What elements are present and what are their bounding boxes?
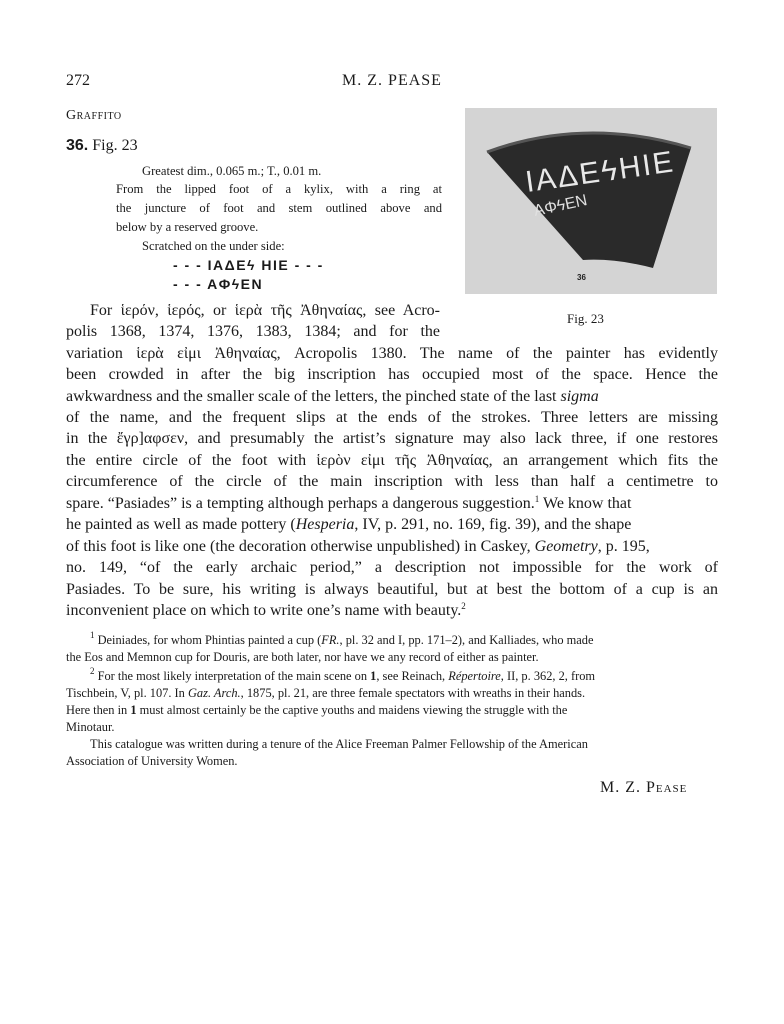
body-line: awkwardness and the smaller scale of the letters, the pinched state of the last sigma — [66, 388, 599, 405]
figure-photo — [465, 108, 717, 294]
acknowledgement-line-1: This catalogue was written during a tenure of the Alice Freeman Palmer Fellowship of the American — [90, 737, 588, 751]
body-line: the entire circle of the foot with ἱερὸν εἰμι τῆς Ἀθηναίας, an arrangement which fits the — [66, 452, 718, 469]
catalog-description-3: below by a reserved groove. — [116, 220, 259, 234]
body-line: of the name, and the frequent slips at the ends of the strokes. Three letters are missing — [66, 409, 718, 426]
catalog-heading — [66, 137, 138, 155]
body-line: of this foot is like one (the decoration otherwise unpublished) in Caskey, Geometry, p. 195, — [66, 538, 650, 555]
body-line: variation ἱερὰ εἰμι Ἀθηναίας, Acropolis 1380. The name of the painter has evidently — [66, 345, 718, 362]
catalog-dimensions: Greatest dim., 0.065 m.; T., 0.01 m. — [142, 164, 322, 178]
author-signature: M. Z. Pease — [600, 779, 688, 796]
catalog-description-2: the juncture of foot and stem outlined above and — [116, 201, 442, 215]
scratched-note: Scratched on the under side: — [142, 239, 285, 253]
section-title: Graffito — [66, 108, 122, 123]
sherd-number: 36 — [577, 273, 586, 282]
running-head: M. Z. PEASE — [342, 72, 442, 89]
footnote-1-line-1: $^1$ Deiniades, for whom Phintias painted a cup (FR., pl. 32 and I, pp. 171–2), and Kalliades, who made — [90, 630, 594, 647]
body-line: in the ἔγρ]αφσεν, and presumably the artist’s signature may also lack three, if one restores — [66, 430, 718, 447]
catalog-fig-ref: Fig. 23 — [92, 137, 138, 154]
footnote-1-line-2: the Eos and Memnon cup for Douris, are both later, nor have we any record of either as painter. — [66, 650, 539, 664]
body-line: no. 149, “of the early archaic period,” a description not impossible for the work of — [66, 559, 718, 576]
body-line: Pasiades. To be sure, his writing is always beautiful, but at best the bottom of a cup is an — [66, 581, 718, 598]
body-line: spare. “Pasiades” is a tempting although perhaps a dangerous suggestion.$^1$ We know that — [66, 494, 632, 512]
body-line: polis 1368, 1374, 1376, 1383, 1384; and for the — [66, 323, 440, 340]
body-line: circumference of the circle of the main inscription with less than half a centimetre to — [66, 473, 718, 490]
sherd-image — [465, 108, 717, 294]
footnote-ref: 1 — [534, 494, 540, 504]
catalog-number: 36. — [66, 137, 89, 154]
footnote-2-line-4: Minotaur. — [66, 720, 115, 734]
catalog-description-1: From the lipped foot of a kylix, with a ring at — [116, 182, 442, 196]
body-line: inconvenient place on which to write one’s name with beauty.$^2$ — [66, 601, 466, 619]
footnote-2-line-3: Here then in 1 must almost certainly be the captive youths and maidens viewing the struggle with the — [66, 703, 568, 717]
body-line: For ἱερόν, ἱερός, or ἱερὰ τῆς Ἀθηναίας, see Acro- — [90, 302, 440, 319]
figure-caption: Fig. 23 — [567, 311, 604, 326]
sherd-inscription-1: IAΔEϟHIE — [523, 145, 677, 199]
body-line: he painted as well as made pottery (Hesperia, IV, p. 291, no. 169, fig. 39), and the shape — [66, 516, 632, 533]
footnote-2-line-2: Tischbein, V, pl. 107. In Gaz. Arch., 1875, pl. 21, are three female spectators with wreaths in their hands. — [66, 686, 586, 700]
inscription-line-2: - - - AΦϟEN — [173, 276, 264, 292]
acknowledgement-line-2: Association of University Women. — [66, 754, 238, 768]
page-number: 272 — [66, 72, 90, 89]
inscription-line-1: - - - IAΔEϟ HIE - - - — [173, 257, 324, 273]
sherd-inscription-2: AΦϟEN — [532, 192, 589, 220]
body-line: been crowded in after the big inscription has occupied most of the space. Hence the — [66, 366, 718, 383]
footnote-2-line-1: $^2$ For the most likely interpretation of the main scene on 1, see Reinach, Répertoire, II, p. 362, 2, from — [90, 666, 596, 683]
footnote-ref: 2 — [461, 601, 466, 611]
